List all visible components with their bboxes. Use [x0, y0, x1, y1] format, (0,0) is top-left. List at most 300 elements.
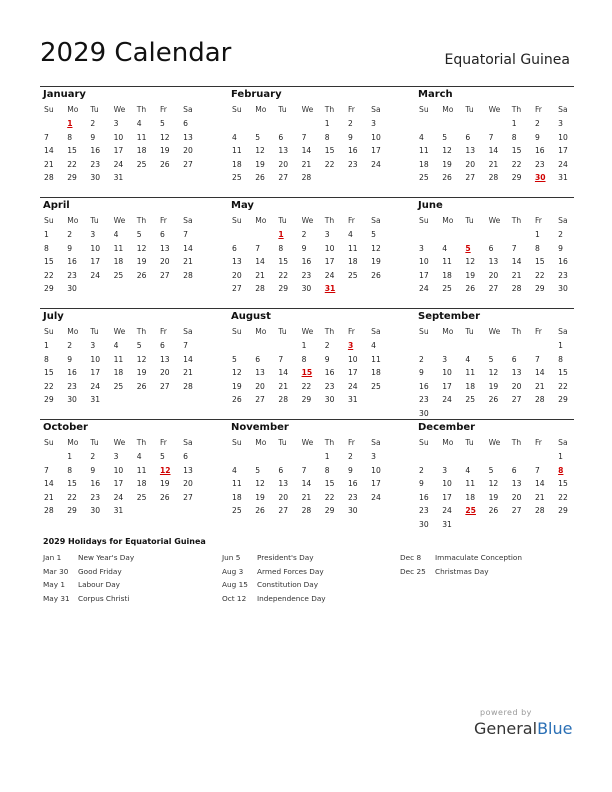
weekday-label: Sa — [183, 105, 193, 114]
day: 15 — [558, 368, 568, 377]
day: 17 — [442, 492, 452, 502]
weekday-header — [415, 214, 573, 227]
month-name: August — [231, 311, 271, 322]
weekday-label: Fr — [159, 438, 167, 447]
weekday-label: Su — [419, 105, 429, 114]
weekday-label: Mo — [255, 327, 267, 336]
day-grid — [40, 450, 198, 518]
generalblue-logo[interactable] — [474, 719, 572, 738]
day-grid — [40, 117, 198, 185]
day: 16 — [419, 492, 429, 502]
day: 28 — [44, 173, 54, 182]
day: 2 — [558, 230, 563, 239]
day: 7 — [534, 354, 540, 364]
day: 11 — [419, 146, 429, 155]
day: 26 — [465, 284, 476, 293]
day: 24 — [371, 492, 381, 502]
weekday-label: Th — [324, 105, 335, 114]
holiday-date: Jan 1 — [43, 553, 62, 562]
day: 18 — [371, 368, 381, 377]
day: 31 — [113, 173, 124, 182]
day: 3 — [442, 354, 448, 364]
month-name: July — [43, 311, 64, 322]
day: 5 — [488, 465, 494, 475]
day: 13 — [278, 146, 289, 155]
day: 18 — [419, 159, 429, 169]
day: 23 — [347, 159, 358, 169]
weekday-label: Sa — [183, 438, 193, 447]
day: 21 — [278, 381, 289, 391]
weekday-label: Mo — [67, 327, 79, 336]
weekday-label: We — [301, 105, 314, 114]
day: 13 — [159, 354, 170, 364]
day: 23 — [558, 270, 568, 280]
weekday-label: Su — [232, 327, 242, 336]
empty-day — [438, 117, 461, 131]
holiday-day: 5 — [465, 243, 471, 253]
day: 6 — [232, 243, 237, 253]
holiday-name: Armed Forces Day — [257, 566, 324, 576]
weekday-label: Su — [44, 216, 54, 225]
day: 30 — [67, 284, 77, 293]
day: 27 — [511, 506, 522, 515]
day: 1 — [67, 452, 73, 461]
day: 24 — [113, 492, 124, 502]
weekday-label: Mo — [67, 105, 79, 114]
day: 18 — [347, 257, 358, 266]
day: 21 — [301, 159, 312, 169]
day: 7 — [488, 132, 494, 142]
weekday-label: Sa — [558, 216, 568, 225]
day: 21 — [255, 270, 265, 280]
day: 19 — [442, 159, 452, 169]
day: 21 — [488, 159, 499, 169]
day: 9 — [301, 243, 307, 253]
quarter-row — [40, 308, 574, 419]
day: 6 — [488, 243, 494, 253]
day: 11 — [371, 354, 381, 364]
month-name: June — [418, 200, 443, 211]
day: 30 — [90, 173, 101, 182]
day: 29 — [278, 284, 289, 293]
day: 3 — [90, 341, 96, 350]
day: 24 — [558, 159, 568, 169]
holiday-date: Oct 12 — [222, 593, 247, 603]
day: 30 — [419, 408, 429, 418]
month-name: November — [231, 422, 289, 433]
day: 3 — [113, 119, 119, 128]
day-grid — [228, 450, 386, 518]
weekday-label: Sa — [183, 216, 193, 225]
day: 7 — [255, 243, 261, 253]
day: 20 — [488, 270, 499, 280]
weekday-label: Th — [136, 438, 147, 447]
weekday-label: Fr — [159, 216, 167, 225]
day: 24 — [324, 270, 335, 280]
day: 24 — [347, 381, 358, 391]
day: 3 — [371, 452, 376, 461]
day: 22 — [558, 381, 568, 391]
month-name: May — [231, 200, 254, 211]
day-grid — [228, 228, 386, 296]
day: 12 — [136, 243, 147, 253]
day: 18 — [442, 270, 452, 280]
day: 2 — [301, 230, 307, 239]
holiday-column — [400, 551, 522, 578]
day: 4 — [371, 341, 376, 350]
weekday-label: Th — [136, 327, 147, 336]
weekday-label: Su — [419, 438, 429, 447]
weekday-label: Sa — [558, 327, 568, 336]
day: 2 — [67, 341, 73, 350]
day: 26 — [488, 395, 499, 404]
day: 1 — [324, 452, 330, 461]
day: 17 — [442, 381, 452, 391]
weekday-label: Fr — [159, 105, 167, 114]
day: 3 — [442, 465, 448, 475]
day: 16 — [534, 146, 545, 155]
day: 8 — [511, 132, 517, 142]
day: 4 — [465, 465, 471, 475]
day: 13 — [278, 479, 289, 488]
day: 22 — [558, 492, 568, 502]
month-name: March — [418, 89, 453, 100]
day-grid — [415, 339, 573, 420]
holiday-day: 1 — [278, 230, 284, 239]
day: 28 — [44, 506, 54, 515]
weekday-label: Tu — [465, 105, 474, 114]
day-grid — [228, 339, 386, 407]
day: 25 — [442, 284, 452, 293]
empty-day — [274, 339, 297, 353]
day: 4 — [113, 341, 119, 350]
day: 30 — [90, 506, 101, 515]
weekday-header — [40, 214, 198, 227]
holidays-title: 2029 Holidays for Equatorial Guinea — [43, 537, 206, 546]
day: 26 — [442, 173, 452, 182]
day: 4 — [347, 230, 353, 239]
day: 28 — [534, 395, 545, 404]
day: 4 — [136, 119, 142, 128]
weekday-label: Tu — [90, 216, 99, 225]
day: 29 — [511, 173, 522, 182]
day: 1 — [558, 341, 563, 350]
day: 30 — [347, 506, 358, 515]
day: 29 — [558, 506, 568, 515]
day: 15 — [44, 368, 54, 377]
day: 3 — [90, 230, 96, 239]
day: 23 — [90, 159, 101, 169]
day: 4 — [232, 132, 237, 142]
empty-day — [461, 117, 484, 131]
day: 15 — [67, 479, 77, 488]
day: 5 — [255, 132, 261, 142]
day: 2 — [534, 119, 540, 128]
day: 3 — [371, 119, 376, 128]
empty-day — [274, 117, 297, 131]
day: 4 — [465, 354, 471, 364]
day: 19 — [488, 492, 499, 502]
empty-day — [508, 228, 531, 242]
weekday-label: Th — [511, 327, 522, 336]
day: 4 — [419, 132, 424, 142]
day: 23 — [67, 270, 77, 280]
day: 23 — [419, 506, 429, 515]
day: 18 — [232, 159, 242, 169]
weekday-header — [228, 325, 386, 338]
weekday-label: We — [301, 216, 314, 225]
day: 16 — [67, 368, 77, 377]
holiday-item — [43, 551, 134, 565]
day: 10 — [419, 257, 429, 266]
holiday-day: 25 — [465, 506, 476, 515]
day: 26 — [136, 270, 147, 280]
day: 14 — [301, 479, 312, 488]
weekday-label: Fr — [347, 105, 355, 114]
day: 1 — [44, 341, 49, 350]
day: 22 — [324, 492, 335, 502]
day: 25 — [136, 159, 147, 169]
day: 15 — [67, 146, 77, 155]
weekday-label: Fr — [159, 327, 167, 336]
day: 8 — [67, 132, 73, 142]
empty-day — [438, 450, 461, 464]
holiday-name: New Year's Day — [78, 553, 135, 562]
day: 5 — [371, 230, 376, 239]
day: 16 — [558, 257, 568, 266]
day: 6 — [255, 354, 261, 364]
day: 14 — [255, 257, 265, 266]
day: 10 — [113, 465, 124, 475]
day: 28 — [255, 284, 265, 293]
day: 23 — [90, 492, 101, 502]
day: 11 — [465, 479, 476, 488]
empty-day — [40, 450, 63, 464]
day: 29 — [558, 395, 568, 404]
day: 17 — [558, 146, 568, 155]
day: 5 — [232, 354, 237, 364]
empty-day — [438, 228, 461, 242]
day: 9 — [534, 132, 540, 142]
day: 27 — [488, 284, 499, 293]
weekday-label: Mo — [442, 216, 454, 225]
day: 13 — [511, 368, 522, 377]
day: 2 — [90, 452, 96, 461]
day: 18 — [136, 146, 147, 155]
day: 16 — [324, 368, 335, 377]
day: 17 — [90, 257, 101, 266]
day: 16 — [67, 257, 77, 266]
day: 6 — [511, 354, 517, 364]
weekday-label: Su — [232, 216, 242, 225]
day: 6 — [159, 230, 165, 239]
day: 13 — [183, 465, 193, 475]
day: 29 — [44, 284, 54, 293]
weekday-label: Mo — [67, 216, 79, 225]
weekday-label: Tu — [90, 327, 99, 336]
holiday-day: 31 — [324, 284, 336, 293]
day: 23 — [67, 381, 77, 391]
day: 19 — [159, 146, 170, 155]
day: 20 — [278, 159, 289, 169]
day: 9 — [67, 243, 73, 253]
day: 22 — [44, 381, 54, 391]
day: 14 — [534, 479, 545, 488]
day: 7 — [301, 465, 307, 475]
empty-day — [461, 450, 484, 464]
empty-day — [438, 339, 461, 353]
weekday-label: Tu — [465, 327, 474, 336]
day: 24 — [419, 284, 429, 293]
day: 29 — [324, 506, 335, 515]
weekday-label: We — [113, 438, 126, 447]
day: 10 — [347, 354, 358, 364]
day: 19 — [159, 479, 170, 488]
day: 5 — [159, 452, 165, 461]
empty-day — [298, 450, 321, 464]
weekday-label: Fr — [347, 327, 355, 336]
holiday-day: 8 — [558, 465, 564, 475]
day: 9 — [90, 132, 96, 142]
day: 31 — [90, 395, 101, 404]
holiday-item — [43, 592, 134, 606]
day: 3 — [419, 243, 424, 253]
day: 16 — [90, 479, 101, 488]
weekday-label: Sa — [371, 216, 381, 225]
day: 11 — [347, 243, 358, 253]
quarter-row — [40, 197, 574, 308]
day: 3 — [324, 230, 330, 239]
day: 13 — [232, 257, 242, 266]
day: 30 — [419, 519, 429, 529]
holiday-date: May 31 — [43, 593, 70, 603]
day: 7 — [44, 465, 49, 475]
day: 11 — [465, 368, 476, 377]
day: 10 — [442, 479, 452, 488]
day: 25 — [232, 506, 242, 515]
day: 9 — [324, 354, 330, 364]
day: 6 — [465, 132, 471, 142]
day: 12 — [232, 368, 242, 377]
day: 2 — [419, 465, 424, 475]
day: 1 — [511, 119, 517, 128]
day: 20 — [232, 270, 242, 280]
day: 28 — [183, 381, 193, 391]
day-grid — [415, 117, 573, 185]
day: 13 — [511, 479, 522, 488]
weekday-label: Mo — [442, 105, 454, 114]
day: 19 — [255, 492, 265, 502]
weekday-label: Mo — [442, 438, 454, 447]
weekday-label: Tu — [90, 438, 99, 447]
weekday-label: Sa — [371, 327, 381, 336]
page-title: 2029 Calendar — [40, 38, 232, 68]
day: 22 — [534, 270, 545, 280]
empty-day — [415, 450, 438, 464]
empty-day — [461, 339, 484, 353]
empty-day — [228, 339, 251, 353]
day: 14 — [278, 368, 289, 377]
day: 25 — [347, 270, 358, 280]
day: 20 — [465, 159, 476, 169]
day-grid — [415, 228, 573, 296]
weekday-header — [40, 436, 198, 449]
day: 12 — [442, 146, 452, 155]
day: 28 — [534, 506, 545, 515]
day: 25 — [113, 270, 124, 280]
day: 25 — [371, 381, 381, 391]
weekday-label: Fr — [534, 327, 542, 336]
day: 30 — [558, 284, 568, 293]
day: 26 — [255, 506, 265, 515]
day: 11 — [136, 465, 147, 475]
day: 20 — [159, 368, 170, 377]
day: 1 — [558, 452, 563, 461]
day: 4 — [232, 465, 237, 475]
empty-day — [531, 450, 554, 464]
day: 26 — [159, 492, 170, 502]
day: 5 — [136, 341, 142, 350]
day: 14 — [301, 146, 312, 155]
day: 17 — [324, 257, 335, 266]
day: 30 — [324, 395, 335, 404]
day: 10 — [442, 368, 452, 377]
calendar-grid — [40, 86, 574, 530]
day: 26 — [488, 506, 499, 515]
day: 28 — [511, 284, 522, 293]
weekday-label: Su — [232, 438, 242, 447]
holiday-day: 12 — [159, 465, 171, 475]
day: 24 — [90, 381, 101, 391]
weekday-label: We — [488, 327, 501, 336]
month-name: October — [43, 422, 88, 433]
holiday-column — [222, 551, 326, 605]
day: 17 — [113, 146, 124, 155]
weekday-header — [40, 103, 198, 116]
day: 20 — [278, 492, 289, 502]
empty-day — [508, 450, 531, 464]
weekday-label: Mo — [255, 216, 267, 225]
day: 11 — [113, 354, 124, 364]
day: 7 — [183, 230, 188, 239]
weekday-label: Su — [44, 105, 54, 114]
day: 20 — [255, 381, 265, 391]
day: 12 — [488, 479, 499, 488]
day: 9 — [419, 368, 424, 377]
day: 3 — [558, 119, 563, 128]
day: 10 — [371, 132, 381, 142]
day: 9 — [347, 465, 353, 475]
holiday-date: Mar 30 — [43, 566, 69, 576]
day: 14 — [488, 146, 499, 155]
empty-day — [485, 228, 508, 242]
weekday-label: Sa — [183, 327, 193, 336]
day: 8 — [278, 243, 284, 253]
day: 18 — [113, 257, 124, 266]
day: 5 — [488, 354, 494, 364]
day: 28 — [301, 173, 312, 182]
day: 6 — [278, 132, 284, 142]
day: 4 — [136, 452, 142, 461]
day: 22 — [301, 381, 312, 391]
empty-day — [40, 117, 63, 131]
day: 27 — [278, 506, 289, 515]
day: 8 — [534, 243, 540, 253]
day: 18 — [113, 368, 124, 377]
weekday-header — [228, 436, 386, 449]
day: 7 — [301, 132, 307, 142]
day: 22 — [67, 159, 77, 169]
